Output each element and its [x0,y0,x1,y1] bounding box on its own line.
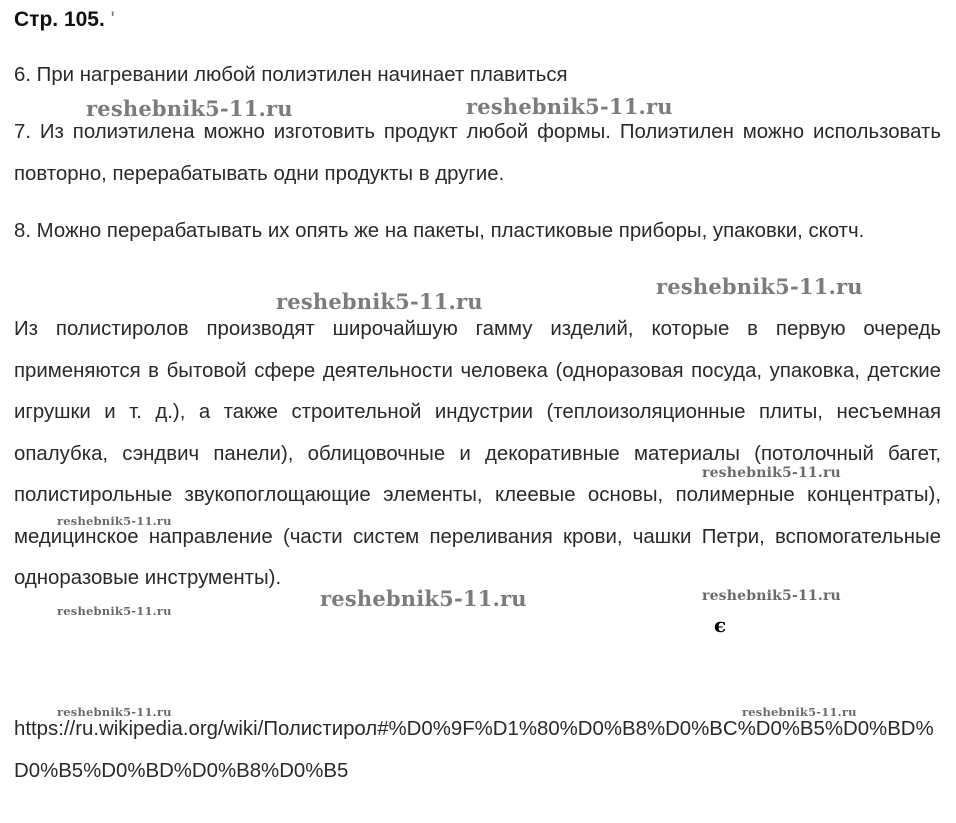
watermark: reshebnik5-11.ru [656,274,863,299]
heading-mark: ' [110,8,115,31]
answer-6: 6. При нагревании любой полиэтилен начинает плавиться [14,64,568,86]
watermark: reshebnik5-11.ru [702,465,841,481]
stray-glyph: є [714,613,727,637]
answer-7: 7. Из полиэтилена можно изготовить продукт любой формы. Полиэтилен можно использовать повторно, перерабатывать одни продукты в другие. [14,121,941,185]
watermark: reshebnik5-11.ru [276,289,483,314]
watermark: reshebnik5-11.ru [57,705,172,719]
source-link[interactable]: https://ru.wikipedia.org/wiki/Полистирол#%D0%9F%D1%80%D0%B8%D0%BC%D0%B5%D0%BD%D0%B5%D0%BD%D0%B8%D0%B5 [14,718,934,782]
page-number: Стр. 105. [14,8,105,31]
watermark: reshebnik5-11.ru [320,586,527,611]
polystyrene-paragraph: Из полистиролов производят широчайшую гамму изделий, которые в первую очередь применяются в бытовой сфере деятельности человека (одноразовая посуда, упаковка, детские игрушки и т. д.), а также строительной индустрии (теплоизоляционные плиты, несъемная опалубка, сэндвич панели), облицовочные и декоративные материалы (потолочный багет, полистирольные звукопоглощающие элементы, клеевые основы, полимерные концентраты), медицинское направление (части систем переливания крови, чашки Петри, вспомогательные одноразовые инструменты). [14,318,941,589]
watermark: reshebnik5-11.ru [57,514,172,528]
watermark: reshebnik5-11.ru [702,588,841,604]
answer-8: 8. Можно перерабатывать их опять же на пакеты, пластиковые приборы, упаковки, скотч. [14,220,865,242]
page-heading [14,8,115,32]
watermark: reshebnik5-11.ru [57,604,172,618]
watermark: reshebnik5-11.ru [466,94,673,119]
watermark: reshebnik5-11.ru [86,96,293,121]
watermark: reshebnik5-11.ru [742,705,857,719]
